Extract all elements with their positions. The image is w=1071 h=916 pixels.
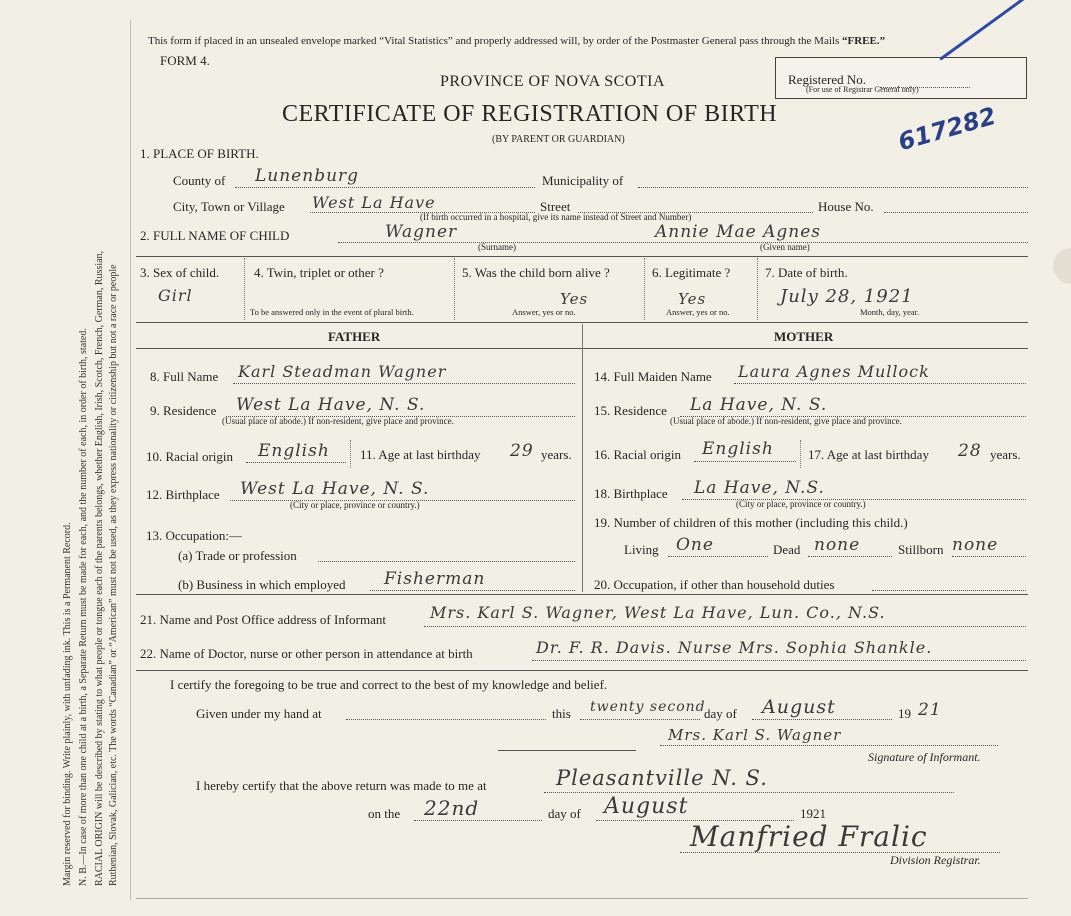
given-under-label: Given under my hand at [196, 706, 322, 721]
free-label: “FREE.” [841, 35, 886, 47]
father-residence-note: (Usual place of abode.) If non-resident, give place and province. [222, 416, 454, 426]
father-residence-label: 9. Residence [150, 403, 217, 418]
informant-line [424, 626, 1026, 627]
mother-name-value: Laura Agnes Mullock [738, 362, 930, 381]
certificate-title: CERTIFICATE OF REGISTRATION OF BIRTH [282, 101, 778, 127]
business-value: Fisherman [384, 569, 486, 589]
given-caption: (Given name) [760, 242, 810, 252]
twin-label: 4. Twin, triplet or other ? [254, 265, 384, 280]
mother-years: years. [990, 447, 1021, 462]
mother-age-value: 28 [958, 441, 982, 461]
legit-label: 6. Legitimate ? [652, 265, 731, 280]
mother-residence-note: (Usual place of abode.) If non-resident, give place and province. [670, 416, 902, 426]
city-label: City, Town or Village [173, 199, 285, 214]
stillborn-line [952, 556, 1026, 557]
margin-divider [130, 20, 131, 900]
father-residence-value: West La Have, N. S. [236, 395, 426, 415]
surname-caption: (Surname) [478, 242, 516, 252]
dead-value: none [814, 535, 861, 555]
page-bottom-rule [136, 898, 1028, 899]
trade-label: (a) Trade or profession [178, 548, 297, 563]
sex-value: Girl [158, 286, 193, 305]
day-of-label: day of [704, 706, 737, 721]
child-given-name: Annie Mae Agnes [655, 222, 821, 242]
col-divider-3 [644, 258, 645, 320]
blue-check-mark [939, 0, 1026, 61]
col-divider-2 [454, 258, 455, 320]
province-title: PROVINCE OF NOVA SCOTIA [440, 73, 666, 90]
informant-value: Mrs. Karl S. Wagner, West La Have, Lun. Co., N.S. [430, 603, 886, 622]
sex-label: 3. Sex of child. [140, 265, 220, 280]
mother-race-label: 16. Racial origin [594, 447, 682, 462]
doctor-line [532, 660, 1026, 661]
registration-year: 1921 [800, 806, 826, 821]
mother-name-label: 14. Full Maiden Name [594, 369, 712, 384]
alive-label: 5. Was the child born alive ? [462, 265, 610, 280]
on-the-label: on the [368, 806, 401, 821]
registration-stamp-number: 617282 [895, 101, 1000, 157]
father-race-value: English [258, 441, 330, 461]
mother-birthplace-value: La Have, N.S. [694, 478, 825, 498]
mother-residence-value: La Have, N. S. [690, 395, 828, 415]
informant-signature: Mrs. Karl S. Wagner [668, 726, 842, 744]
margin-note-3: RACIAL ORIGIN will be described by stating to what people or tongue each of the parents belongs, whether English, Irish, Scotch, French, German, Russian, [94, 250, 105, 886]
municipality-label: Municipality of [542, 173, 624, 188]
city-value: West La Have [312, 193, 436, 212]
parents-bottom-rule [136, 594, 1028, 595]
dead-line [808, 556, 892, 557]
children-count-label: 19. Number of children of this mother (including this child.) [594, 515, 908, 530]
registrar-note: (For use of Registrar General only) [806, 85, 919, 94]
house-label: House No. [818, 199, 874, 214]
registration-month-value: August [604, 794, 689, 819]
given-year-suffix: 21 [918, 700, 942, 720]
margin-notes [56, 20, 120, 900]
mother-birthplace-label: 18. Birthplace [594, 486, 668, 501]
parents-divider [582, 324, 583, 592]
house-line [884, 212, 1028, 213]
mother-race-value: English [702, 439, 774, 459]
day-line [580, 719, 700, 720]
child-surname: Wagner [385, 222, 458, 242]
child-name-label: 2. FULL NAME OF CHILD [140, 228, 290, 243]
father-race-label: 10. Racial origin [146, 449, 234, 464]
doctor-value: Dr. F. R. Davis. Nurse Mrs. Sophia Shankle. [536, 638, 933, 657]
stillborn-value: none [952, 535, 999, 555]
father-birthplace-label: 12. Birthplace [146, 487, 220, 502]
father-years: years. [541, 447, 572, 462]
row-rule-top [136, 256, 1028, 257]
father-birthplace-note: (City or place, province or country.) [290, 500, 420, 510]
given-place-line [346, 719, 546, 720]
registrar-signature: Manfried Fralic [690, 820, 928, 853]
col-divider-1 [244, 258, 245, 320]
given-month-value: August [762, 696, 836, 718]
postal-notice-text: This form if placed in an unsealed envelope marked “Vital Statistics” and properly addressed will, by order of the Postmaster General pass through the Mails [148, 35, 840, 47]
registration-day-value: 22nd [424, 796, 480, 820]
mother-name-line [734, 383, 1026, 384]
certificate-subtitle: (BY PARENT OR GUARDIAN) [492, 134, 625, 145]
doctor-label: 22. Name of Doctor, nurse or other person in attendance at birth [140, 646, 473, 661]
father-race-line [246, 462, 346, 463]
certify-statement: I certify the foregoing to be true and correct to the best of my knowledge and belief. [170, 677, 608, 692]
father-name-label: 8. Full Name [150, 369, 219, 384]
informant-signature-caption: Signature of Informant. [868, 750, 981, 764]
county-value: Lunenburg [255, 166, 360, 186]
year-prefix: 19 [898, 706, 911, 721]
dead-label: Dead [773, 542, 801, 557]
living-line [668, 556, 768, 557]
living-value: One [676, 535, 714, 555]
occupation-label: 13. Occupation:— [146, 528, 243, 543]
legit-note: Answer, yes or no. [666, 307, 730, 317]
trade-line [318, 561, 575, 562]
informant-signature-line [660, 745, 998, 746]
twin-note: To be answered only in the event of plural birth. [250, 307, 414, 317]
certify-rule [136, 670, 1028, 671]
postal-notice [148, 35, 885, 47]
mother-occupation-line [872, 590, 1026, 591]
father-age-value: 29 [510, 441, 534, 461]
father-birthplace-value: West La Have, N. S. [240, 479, 430, 499]
mother-heading: MOTHER [774, 329, 834, 344]
father-name-line [233, 383, 575, 384]
county-label: County of [173, 173, 226, 188]
mother-age-label: 17. Age at last birthday [808, 447, 929, 462]
registrar-caption: Division Registrar. [890, 853, 981, 867]
business-line [370, 590, 575, 591]
form-number: FORM 4. [160, 53, 210, 68]
father-race-divider [350, 440, 351, 468]
registered-number-box [775, 57, 1027, 99]
child-name-line [338, 242, 1028, 243]
reg-day-line [414, 820, 542, 821]
legit-value: Yes [678, 290, 707, 308]
father-age-label: 11. Age at last birthday [360, 447, 481, 462]
county-line [235, 187, 535, 188]
this-label: this [552, 706, 571, 721]
margin-note-2: N. B.—In case of more than one child at a birth, a Separate Return must be made for each, and the number of each, in order of birth, stated. [78, 328, 89, 886]
mother-residence-label: 15. Residence [594, 403, 667, 418]
street-label: Street [540, 199, 571, 214]
place-heading: 1. PLACE OF BIRTH. [140, 146, 259, 161]
mother-occupation-label: 20. Occupation, if other than household duties [594, 577, 835, 592]
birth-date-value: July 28, 1921 [780, 286, 914, 307]
living-label: Living [624, 542, 659, 557]
month-line [752, 719, 892, 720]
stillborn-label: Stillborn [898, 542, 944, 557]
date-note: Month, day, year. [860, 307, 920, 317]
return-place-line [544, 792, 954, 793]
father-name-value: Karl Steadman Wagner [238, 362, 447, 381]
hospital-note: (If birth occurred in a hospital, give its name instead of Street and Number) [420, 212, 692, 222]
mother-race-line [694, 461, 796, 462]
col-divider-4 [757, 258, 758, 320]
return-label: I hereby certify that the above return was made to me at [196, 778, 487, 793]
municipality-line [638, 187, 1028, 188]
alive-note: Answer, yes or no. [512, 307, 576, 317]
mother-birthplace-note: (City or place, province or country.) [736, 499, 866, 509]
separator-rule [498, 750, 636, 751]
mother-race-divider [800, 440, 801, 468]
date-label: 7. Date of birth. [765, 265, 848, 280]
row-rule-bottom [136, 322, 1028, 323]
binding-hole [1053, 248, 1071, 284]
margin-note-4: Ruthenian, Slovak, Galician, etc. The words “Canadian” or “American” must not be used, as they express nationality or citizenship but not a race or people [108, 264, 119, 886]
margin-note-1: Margin reserved for binding. Write plainly, with unfading ink. This is a Permanent Record. [62, 522, 73, 886]
father-heading: FATHER [328, 329, 381, 344]
alive-value: Yes [560, 290, 589, 308]
given-day-value: twenty second [590, 699, 706, 715]
return-place-value: Pleasantville N. S. [556, 766, 768, 790]
informant-label: 21. Name and Post Office address of Informant [140, 612, 386, 627]
business-label: (b) Business in which employed [178, 577, 346, 592]
registered-label: Registered No. [788, 72, 866, 87]
reg-day-of-label: day of [548, 806, 581, 821]
